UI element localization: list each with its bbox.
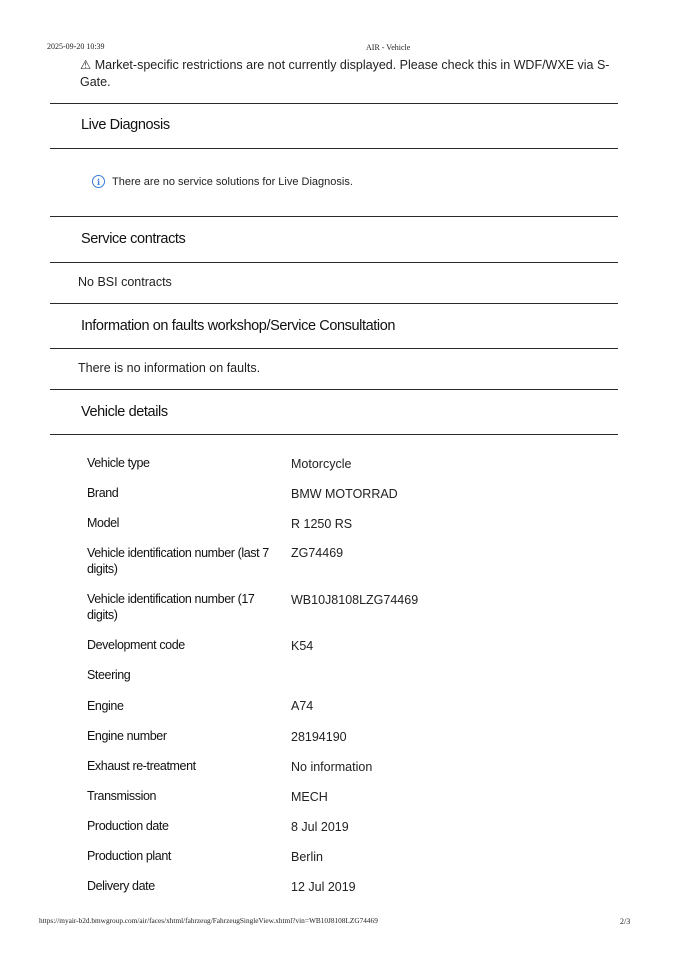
detail-label: Vehicle type [87,456,150,470]
warning-text: Market-specific restrictions are not currently displayed. Please check this in WDF/WXE via S-Gate. [80,58,610,89]
detail-label: Production plant [87,849,171,863]
faults-text: There is no information on faults. [78,361,261,375]
divider [50,348,618,349]
detail-value: 12 Jul 2019 [291,880,356,894]
service-contracts-text: No BSI contracts [78,275,172,289]
print-page-number: 2/3 [620,917,631,926]
divider [50,434,618,435]
divider [50,103,618,104]
info-icon: i [92,175,105,188]
warning-icon: ⚠ [80,58,92,72]
detail-label: Vehicle identification number (17 digits) [87,592,255,622]
section-title-faults: Information on faults workshop/Service Consultation [81,318,396,334]
detail-label: Exhaust re-treatment [87,759,196,773]
divider [50,389,618,390]
divider [50,303,618,304]
detail-value: 8 Jul 2019 [291,820,349,834]
detail-value: BMW MOTORRAD [291,487,398,501]
detail-value: Berlin [291,850,323,864]
detail-value: K54 [291,639,314,653]
detail-label: Engine [87,699,124,713]
detail-label: Delivery date [87,879,155,893]
divider [50,262,618,263]
detail-label: Brand [87,486,119,500]
detail-label: Steering [87,668,131,682]
detail-value: Motorcycle [291,457,352,471]
detail-label: Transmission [87,789,157,803]
print-footer-url: https://myair-b2d.bmwgroup.com/air/faces/xhtml/fahrzeug/FahrzeugSingleView.xhtml?vin=WB10J8108LZG74469 [39,916,378,925]
detail-value: No information [291,760,373,774]
divider [50,148,618,149]
section-title-service-contracts: Service contracts [81,231,186,247]
detail-value: A74 [291,699,314,713]
section-title-live-diagnosis: Live Diagnosis [81,117,170,133]
print-page-title: AIR - Vehicle [366,43,411,52]
live-diagnosis-info-text: There are no service solutions for Live Diagnosis. [112,175,353,188]
detail-value: WB10J8108LZG74469 [291,593,419,607]
detail-value: R 1250 RS [291,517,353,531]
print-datetime: 2025-09-20 10:39 [47,42,105,51]
section-title-vehicle-details: Vehicle details [81,404,168,420]
detail-label: Model [87,516,120,530]
detail-value: MECH [291,790,328,804]
detail-value: ZG74469 [291,546,344,560]
live-diagnosis-info [92,175,353,188]
divider [50,216,618,217]
market-warning [80,57,610,91]
detail-label: Development code [87,638,185,652]
detail-label: Vehicle identification number (last 7 digits) [87,546,269,576]
detail-label: Production date [87,819,169,833]
detail-label: Engine number [87,729,167,743]
detail-value: 28194190 [291,730,347,744]
